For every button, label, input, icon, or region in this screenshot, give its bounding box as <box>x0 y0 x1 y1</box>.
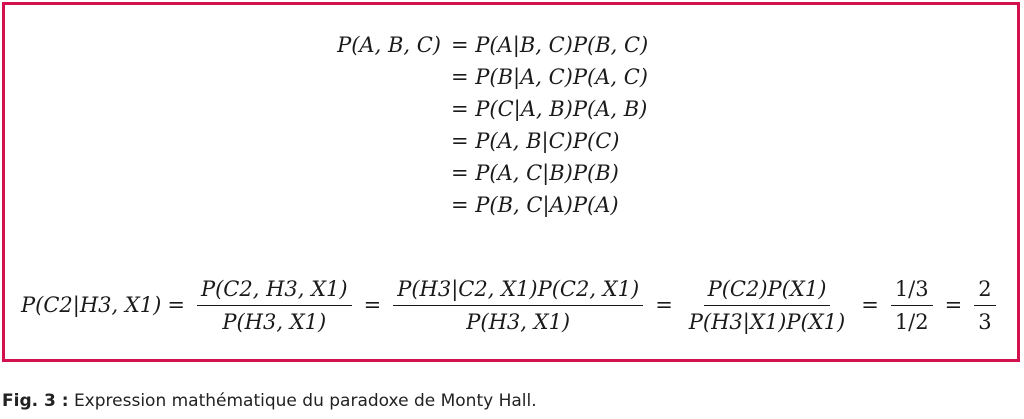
chain-rule-lhs: P(A, B, C) <box>337 33 441 57</box>
fraction-4-numerator: 1/3 <box>891 277 933 306</box>
chain-rule-row-6 <box>5 189 1017 221</box>
chain-rule-rhs: = P(A, B|C)P(C) <box>451 129 620 153</box>
fraction-3 <box>685 277 849 334</box>
chain-rule-row-5 <box>5 157 1017 189</box>
chain-rule-row-1 <box>5 29 1017 61</box>
chain-rule-row-2 <box>5 61 1017 93</box>
fraction-1 <box>197 277 352 334</box>
chain-rule-rhs: = P(B|A, C)P(A, C) <box>451 65 648 89</box>
equals-sign: = <box>363 293 382 317</box>
fraction-2-denominator: P(H3, X1) <box>466 309 571 334</box>
fraction-3-denominator: P(H3|X1)P(X1) <box>688 309 846 334</box>
fraction-5-numerator: 2 <box>974 277 995 306</box>
figure-caption <box>2 391 537 411</box>
chain-rule-rhs: = P(A|B, C)P(B, C) <box>451 33 649 57</box>
chain-rule-row-3 <box>5 93 1017 125</box>
fraction-2-numerator: P(H3|C2, X1)P(C2, X1) <box>393 277 643 306</box>
chain-rule-row-4 <box>5 125 1017 157</box>
equation-frame <box>2 2 1020 362</box>
fraction-5-denominator: 3 <box>978 309 992 334</box>
chain-rule-rhs: = P(A, C|B)P(B) <box>451 161 619 185</box>
monty-hall-equation <box>21 270 1011 340</box>
figure-caption-text: Expression mathématique du paradoxe de Monty Hall. <box>73 391 537 411</box>
fraction-3-numerator: P(C2)P(X1) <box>704 277 831 306</box>
fraction-4-denominator: 1/2 <box>894 309 929 334</box>
equals-sign: = <box>944 293 963 317</box>
fraction-5 <box>974 277 995 334</box>
fraction-1-numerator: P(C2, H3, X1) <box>197 277 352 306</box>
chain-rule-rhs: = P(B, C|A)P(A) <box>451 193 619 217</box>
equals-sign: = <box>655 293 673 317</box>
monty-hall-lhs: P(C2|H3, X1) <box>21 293 162 317</box>
equals-sign: = <box>167 293 185 317</box>
figure-label: Fig. 3 : <box>2 391 69 411</box>
chain-rule-rhs: = P(C|A, B)P(A, B) <box>451 97 648 121</box>
fraction-4 <box>891 277 933 334</box>
fraction-1-denominator: P(H3, X1) <box>222 309 327 334</box>
equals-sign: = <box>861 293 879 317</box>
fraction-2 <box>393 277 643 334</box>
